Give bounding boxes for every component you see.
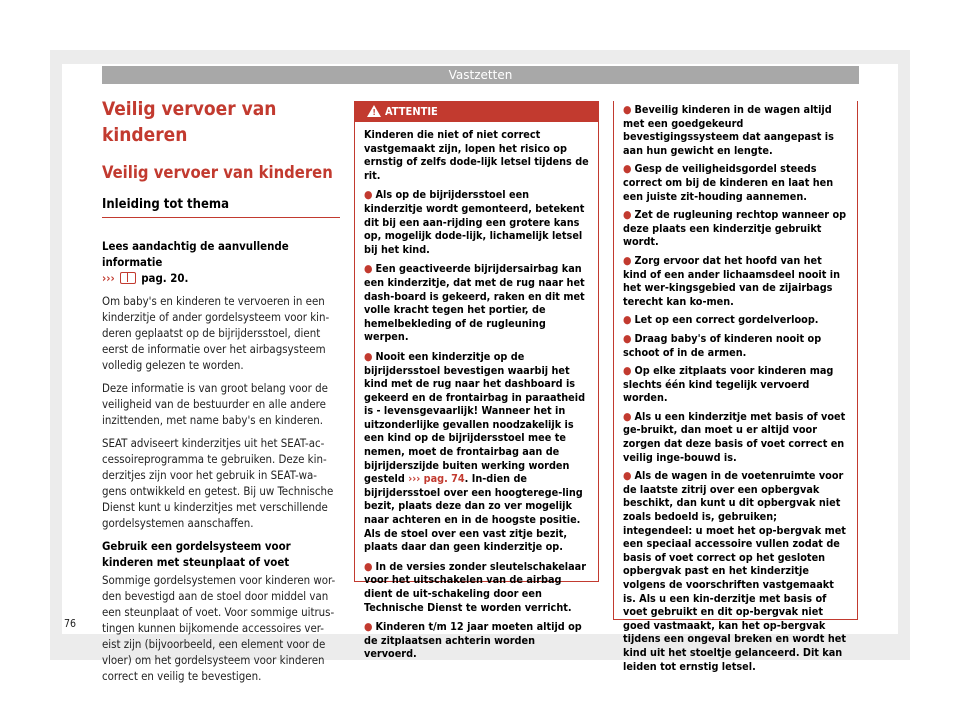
bullet-item: ● Let op een correct gordelverloop. — [623, 313, 819, 327]
section-title: Veilig vervoer van kinderen — [102, 163, 333, 182]
bullet-icon: ● — [364, 262, 373, 276]
page-title: Veilig vervoer van kinderen — [102, 98, 277, 146]
warning-header — [355, 102, 598, 122]
bullet-icon: ● — [364, 620, 373, 634]
bullet-icon: ● — [364, 188, 373, 202]
warning-body — [355, 122, 598, 661]
page-number: 76 — [64, 618, 77, 630]
bullet-icon: ● — [623, 253, 632, 267]
intro-pageref[interactable]: pag. 20. — [141, 271, 189, 285]
bullet-item: ● Kinderen t/m 12 jaar moeten altijd op de zitplaatsen achterin worden vervoerd. — [364, 620, 582, 661]
warning-intro: Kinderen die niet of niet correct vastgemaakt zijn, lopen het risico op ernstig of zelfs dode-lijk letsel tijdens de rit. — [364, 128, 589, 182]
paragraph-heading: Gebruik een gordelsysteem voor kinderen met steunplaat of voet — [102, 539, 291, 569]
bullet-item: ● Als op de bijrijdersstoel een kinderzitje wordt gemonteerd, betekent dit bij een aan-rijding een grotere kans op, mogelijk dode-lijk, lichamelijk letsel bij het kind. — [364, 188, 585, 256]
bullet-item: ● Zorg ervoor dat het hoofd van het kind of een ander lichaamsdeel nooit in het wer-kingsgebied van de zijairbags terecht kan ko-men. — [623, 253, 841, 308]
intro-bold: Lees aandachtig de aanvullende informatie — [102, 239, 289, 269]
bullet-item: ● Een geactiveerde bijrijdersairbag kan een kinderzitje, dat met de rug naar het dash-board is gekeerd, raken en dit met volle kracht tegen het portier, de hemelbekleding of de rugleuning werpen. — [364, 262, 585, 344]
bullet-icon: ● — [623, 409, 632, 423]
warning-continuation-box — [613, 101, 858, 673]
subsection-title: Inleiding tot thema — [102, 196, 340, 218]
bullet-item: ● Beveilig kinderen in de wagen altijd met een goedgekeurd bevestigingssysteem dat aangepast is aan hun gewicht en lengte. — [623, 103, 834, 157]
paragraph: SEAT adviseert kinderzitjes uit het SEAT-ac-cessoireprogramma te gebruiken. Deze kin-derzitjes zijn voor het gebruik in SEAT-wa-gens ontwikkeld en getest. Bij uw Technische Dienst kunt u kinderzitjes met verschillende gordelsystemen aanschaffen. — [102, 436, 334, 530]
left-column — [102, 96, 340, 691]
bullet-item: ● Op elke zitplaats voor kinderen mag slechts één kind tegelijk vervoerd worden. — [623, 364, 834, 405]
section-header: Vastzetten — [102, 66, 859, 84]
bullet-icon: ● — [623, 103, 632, 116]
bullet-icon: ● — [623, 331, 632, 345]
bullet-item: ● Gesp de veiligheidsgordel steeds correct om bij de kinderen en laat hen een juiste zit-houding aannemen. — [623, 162, 834, 203]
ref-arrow: ››› — [102, 271, 115, 285]
warning-box — [354, 101, 599, 661]
bullet-icon: ● — [623, 469, 632, 483]
body-text — [102, 238, 340, 684]
warning-icon: ! — [367, 105, 381, 117]
paragraph: Sommige gordelsystemen voor kinderen wor-den bevestigd aan de stoel door middel van een steunplaat of voet. Voor sommige uitrus-tingen kunnen bijkomende accessoires ver-eist zijn (bijvoorbeeld, een element voor de vloer) om het gordelsysteem voor kinderen correct en veilig te bevestigen. — [102, 573, 336, 683]
bullet-item: ● Nooit een kinderzitje op de bijrijdersstoel bevestigen waarbij het kind met de rug naar het dashboard is gekeerd en de frontairbag in paraatheid is - levensgevaarlijk! Wanneer het in uitzonderlijke gevallen noodzakelijk is een kind op de bijrijdersstoel mee te nemen, moet de frontairbag aan de bijrijderszijde buiten werking worden gesteld ››› pag. 74. In-dien de bijrijdersstoel over een hoogterege-ling bezit, plaats deze dan zo ver mogelijk naar achteren en in de hoogste positie. Als de stoel over een vast zitje bezit, plaats daar dan geen kinderzitje op. — [364, 349, 586, 554]
bullet-item: ● In de versies zonder sleutelschakelaar voor het uitschakelen van de airbag dient de uit-schakeling door een Technische Dienst te worden verricht. — [364, 559, 587, 614]
bullet-icon: ● — [364, 349, 373, 363]
bullet-item: ● Draag baby's of kinderen nooit op schoot of in de armen. — [623, 331, 822, 359]
bullet-item: ● Zet de rugleuning rechtop wanneer op deze plaats een kinderzitje gebruikt wordt. — [623, 208, 847, 249]
book-icon — [120, 272, 136, 284]
bullet-icon: ● — [364, 559, 373, 573]
intro-paragraph — [102, 238, 340, 286]
bullet-item: ● Als de wagen in de voetenruimte voor de laatste zitrij over een opbergvak beschikt, dan kunt u dit opbergvak niet zoals bedoeld is, gebruiken; integendeel: u moet het op-bergvak met een speciaal accessoire vullen zodat de basis of voet correct op het gesloten opbergvak past en het kinderzitje volgens de voorschriften vastgemaakt is. Als u een kin-derzitje met basis of voet gebruikt en dit op-bergvak niet goed vastmaakt, kan het op-bergvak tijdens een ongeval breken en wordt het kind uit het stoeltje gelanceerd. Dit kan leiden tot ernstig letsel. — [623, 469, 846, 673]
paragraph: Om baby's en kinderen te vervoeren in een kinderzitje of ander gordelsysteem voor kin-deren geplaatst op de bijrijdersstoel, dient eerst de informatie over het airbagsysteem volledig gelezen te worden. — [102, 294, 330, 372]
bullet-icon: ● — [623, 364, 632, 378]
page-link[interactable]: ››› pag. 74 — [408, 472, 465, 486]
bullet-item: ● Als u een kinderzitje met basis of voet ge-bruikt, dan moet u er altijd voor zorgen dat deze basis of voet correct en veilig inge-bouwd is. — [623, 409, 846, 464]
warning-label: ATTENTIE — [385, 105, 438, 118]
paragraph: Deze informatie is van groot belang voor de veiligheid van de bestuurder en alle andere inzittenden, met name baby's en kinderen. — [102, 381, 328, 427]
bullet-icon: ● — [623, 162, 632, 176]
bullet-icon: ● — [623, 313, 632, 327]
bullet-icon: ● — [623, 208, 632, 222]
